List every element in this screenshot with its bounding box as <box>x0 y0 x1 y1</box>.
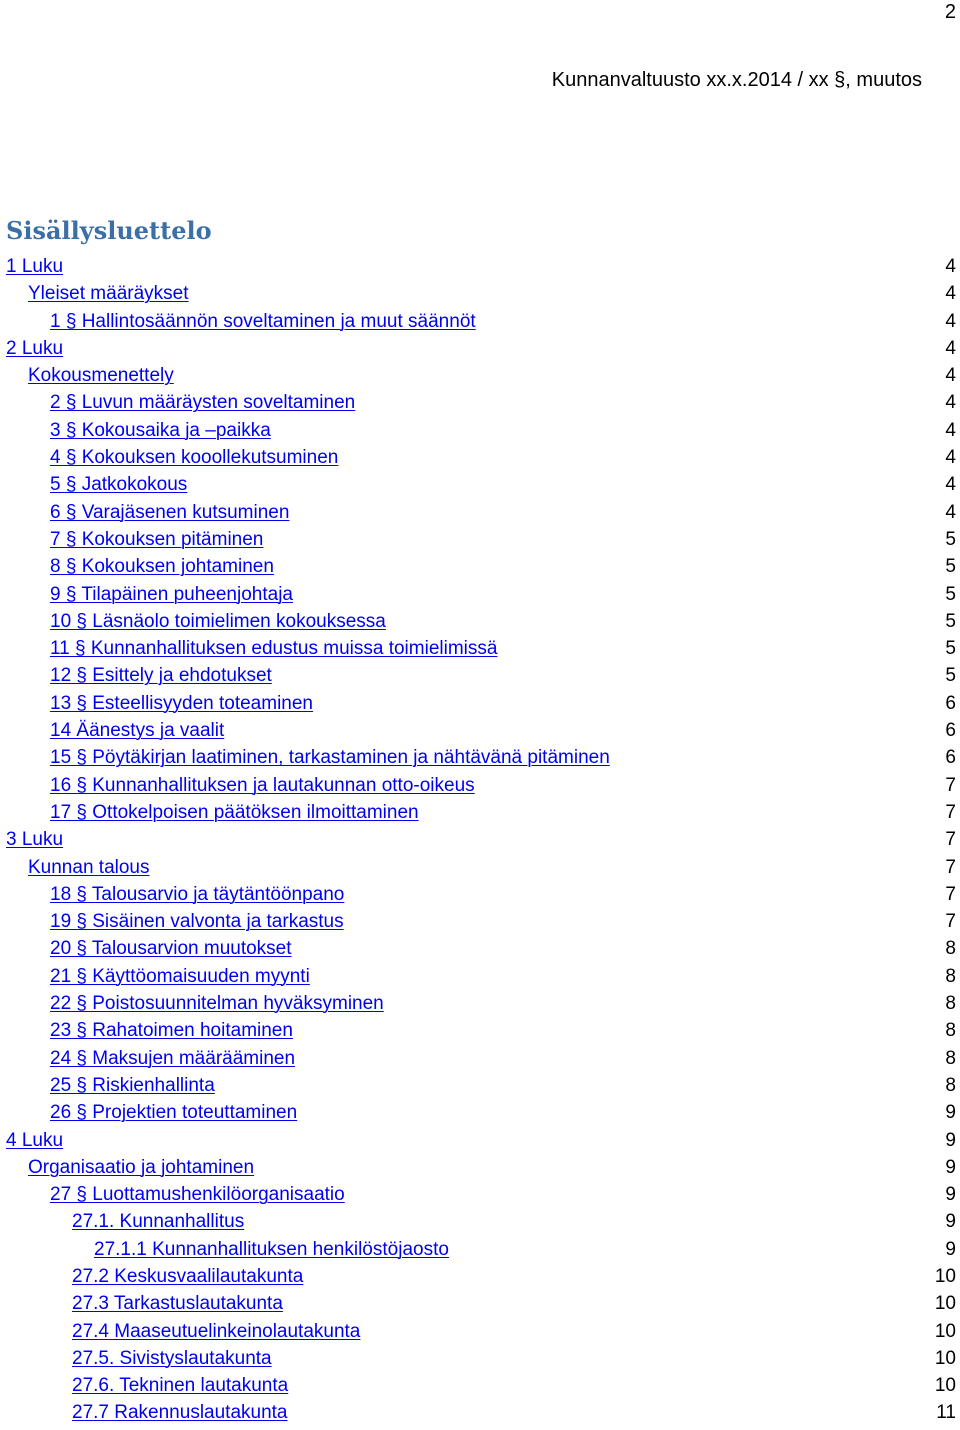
toc-entry-page-number: 4 <box>945 447 956 469</box>
toc-entry-page-number: 4 <box>945 337 956 359</box>
toc-entry[interactable] <box>0 1345 960 1372</box>
toc-entry-link[interactable]: 27.2 Keskusvaalilautakunta <box>72 1265 304 1287</box>
toc-entry[interactable] <box>0 362 960 389</box>
toc-entry[interactable] <box>0 1099 960 1126</box>
toc-entry[interactable] <box>0 935 960 962</box>
toc-entry-page-number: 4 <box>945 419 956 441</box>
toc-entry-link[interactable]: 27.5. Sivistyslautakunta <box>72 1347 272 1369</box>
toc-entry[interactable] <box>0 1017 960 1044</box>
toc-entry-link[interactable]: 1 § Hallintosäännön soveltaminen ja muut säännöt <box>50 310 476 332</box>
toc-entry-link[interactable]: 1 Luku <box>6 256 64 277</box>
toc-entry[interactable] <box>0 744 960 771</box>
toc-entry[interactable] <box>0 1127 960 1154</box>
toc-entry[interactable] <box>0 1154 960 1181</box>
toc-entry-page-number: 7 <box>945 883 956 905</box>
toc-entry-link[interactable]: 25 § Riskienhallinta <box>50 1074 215 1096</box>
toc-entry-link[interactable]: 27 § Luottamushenkilöorganisaatio <box>50 1184 345 1206</box>
toc-entry-page-number: 11 <box>936 1402 956 1424</box>
toc-entry-page-number: 4 <box>945 392 956 414</box>
toc-entry-page-number: 10 <box>934 1293 956 1315</box>
toc-entry-page-number: 10 <box>934 1347 956 1369</box>
toc-entry-page-number: 7 <box>945 829 956 851</box>
toc-entry[interactable] <box>0 635 960 662</box>
toc-entry-link[interactable]: 26 § Projektien toteuttaminen <box>50 1102 298 1124</box>
toc-entry-link[interactable]: 18 § Talousarvio ja täytäntöönpano <box>50 883 345 905</box>
toc-entry-link[interactable]: 27.1.1 Kunnanhallituksen henkilöstöjaosto <box>94 1238 449 1260</box>
toc-entry-link[interactable]: 27.7 Rakennuslautakunta <box>72 1402 288 1424</box>
toc-entry-link[interactable]: 7 § Kokouksen pitäminen <box>50 528 264 550</box>
toc-entry[interactable] <box>0 553 960 580</box>
toc-entry-link[interactable]: 27.4 Maaseutuelinkeinolautakunta <box>72 1320 361 1342</box>
toc-entry-link[interactable]: 3 Luku <box>6 829 64 851</box>
toc-entry[interactable] <box>0 1399 960 1426</box>
toc-entry-link[interactable]: 27.1. Kunnanhallitus <box>72 1211 245 1233</box>
toc-entry[interactable] <box>0 389 960 416</box>
toc-entry-link[interactable]: 14 Äänestys ja vaalit <box>50 720 225 742</box>
toc-entry[interactable] <box>0 280 960 307</box>
toc-entry-page-number: 4 <box>945 501 956 523</box>
toc-entry-link[interactable]: 12 § Esittely ja ehdotukset <box>50 665 272 687</box>
toc-entry[interactable] <box>0 1263 960 1290</box>
toc-entry[interactable] <box>0 1318 960 1345</box>
toc-entry-link[interactable]: 4 § Kokouksen kooollekutsuminen <box>50 447 339 469</box>
toc-entry-page-number: 7 <box>945 774 956 796</box>
toc-entry[interactable] <box>0 253 960 280</box>
toc-entry-link[interactable]: 11 § Kunnanhallituksen edustus muissa toimielimissä <box>50 638 498 660</box>
toc-entry-page-number: 8 <box>945 1047 956 1069</box>
toc-entry-page-number: 7 <box>945 856 956 878</box>
toc-entry[interactable] <box>0 499 960 526</box>
toc-entry-link[interactable]: 2 Luku <box>6 337 64 359</box>
toc-entry[interactable] <box>0 1045 960 1072</box>
toc-entry-page-number: 6 <box>945 747 956 769</box>
toc-entry-page-number: 5 <box>945 665 956 687</box>
toc-entry-page-number: 5 <box>945 556 956 578</box>
toc-entry[interactable] <box>0 1290 960 1317</box>
toc-entry-page-number: 6 <box>945 720 956 742</box>
toc-entry-link[interactable]: 24 § Maksujen määrääminen <box>50 1047 296 1069</box>
toc-entry[interactable] <box>0 581 960 608</box>
toc-entry[interactable] <box>0 1072 960 1099</box>
toc-entry-link[interactable]: 19 § Sisäinen valvonta ja tarkastus <box>50 911 344 933</box>
toc-entry-page-number: 8 <box>945 965 956 987</box>
toc-entry-link[interactable]: 4 Luku <box>6 1129 64 1151</box>
toc-entry-page-number: 10 <box>934 1265 956 1287</box>
toc-entry[interactable] <box>0 990 960 1017</box>
toc-entry-page-number: 8 <box>945 993 956 1015</box>
toc-entry-link[interactable]: 13 § Esteellisyyden toteaminen <box>50 692 313 714</box>
toc-entry-page-number: 6 <box>945 692 956 714</box>
toc-entry-page-number: 7 <box>945 801 956 823</box>
toc-entry-page-number: 10 <box>934 1375 956 1397</box>
toc-entry-page-number: 8 <box>945 1020 956 1042</box>
toc-entry[interactable] <box>0 799 960 826</box>
toc-entry-page-number: 5 <box>945 638 956 660</box>
toc-entry-link[interactable]: 27.6. Tekninen lautakunta <box>72 1375 289 1397</box>
toc-entry[interactable] <box>0 717 960 744</box>
toc-entry-page-number: 4 <box>945 310 956 332</box>
toc-entry[interactable] <box>0 471 960 498</box>
page-number: 2 <box>944 1 956 23</box>
toc-entry-page-number: 9 <box>945 1211 956 1233</box>
toc-entry[interactable] <box>0 772 960 799</box>
toc-entry-page-number: 8 <box>945 1074 956 1096</box>
toc-entry-link[interactable]: 2 § Luvun määräysten soveltaminen <box>50 392 356 414</box>
toc-entry-link[interactable]: 22 § Poistosuunnitelman hyväksyminen <box>50 993 384 1015</box>
toc-entry[interactable] <box>0 1208 960 1235</box>
document-header: Kunnanvaltuusto xx.x.2014 / xx §, muutos <box>551 69 922 91</box>
toc-entry-link[interactable]: 5 § Jatkokokous <box>50 474 188 496</box>
toc-entry-page-number: 5 <box>945 610 956 632</box>
toc-entry-link[interactable]: 16 § Kunnanhallituksen ja lautakunnan otto-oikeus <box>50 774 475 796</box>
toc-entry[interactable] <box>0 690 960 717</box>
table-of-contents <box>0 253 960 1427</box>
toc-entry-page-number: 10 <box>934 1320 956 1342</box>
toc-entry-link[interactable]: Organisaatio ja johtaminen <box>28 1156 255 1178</box>
toc-entry[interactable] <box>0 1372 960 1399</box>
toc-entry[interactable] <box>0 1236 960 1263</box>
toc-entry-page-number: 9 <box>945 1184 956 1206</box>
toc-entry-page-number: 8 <box>945 938 956 960</box>
toc-entry[interactable] <box>0 526 960 553</box>
toc-entry[interactable] <box>0 308 960 335</box>
toc-entry[interactable] <box>0 881 960 908</box>
toc-entry-link[interactable]: 3 § Kokousaika ja –paikka <box>50 419 271 441</box>
toc-entry-page-number: 4 <box>945 256 956 277</box>
toc-entry-link[interactable]: Yleiset määräykset <box>28 283 189 305</box>
toc-entry-link[interactable]: 8 § Kokouksen johtaminen <box>50 556 274 578</box>
toc-entry[interactable] <box>0 854 960 881</box>
toc-entry-page-number: 7 <box>945 911 956 933</box>
toc-entry-link[interactable]: 21 § Käyttöomaisuuden myynti <box>50 965 310 987</box>
toc-entry-link[interactable]: Kokousmenettely <box>28 365 174 387</box>
toc-entry-page-number: 9 <box>945 1238 956 1260</box>
toc-entry-page-number: 5 <box>945 583 956 605</box>
toc-entry-link[interactable]: 23 § Rahatoimen hoitaminen <box>50 1020 293 1042</box>
toc-entry-page-number: 4 <box>945 283 956 305</box>
toc-entry-page-number: 9 <box>945 1102 956 1124</box>
toc-entry-link[interactable]: 20 § Talousarvion muutokset <box>50 938 292 960</box>
toc-entry-link[interactable]: 9 § Tilapäinen puheenjohtaja <box>50 583 293 605</box>
toc-entry[interactable] <box>0 963 960 990</box>
toc-entry[interactable] <box>0 444 960 471</box>
toc-entry-link[interactable]: 10 § Läsnäolo toimielimen kokouksessa <box>50 610 386 632</box>
toc-entry-page-number: 9 <box>945 1156 956 1178</box>
toc-entry-link[interactable]: 17 § Ottokelpoisen päätöksen ilmoittaminen <box>50 801 419 823</box>
toc-entry-page-number: 9 <box>945 1129 956 1151</box>
toc-entry[interactable] <box>0 662 960 689</box>
toc-entry-page-number: 5 <box>945 528 956 550</box>
toc-entry[interactable] <box>0 335 960 362</box>
toc-entry-link[interactable]: 27.3 Tarkastuslautakunta <box>72 1293 283 1315</box>
toc-title: Sisällysluettelo <box>6 216 212 245</box>
toc-entry-link[interactable]: 6 § Varajäsenen kutsuminen <box>50 501 290 523</box>
toc-entry[interactable] <box>0 826 960 853</box>
toc-entry[interactable] <box>0 608 960 635</box>
toc-entry-page-number: 4 <box>945 365 956 387</box>
toc-entry[interactable] <box>0 908 960 935</box>
toc-entry[interactable] <box>0 417 960 444</box>
toc-entry[interactable] <box>0 1181 960 1208</box>
toc-entry-link[interactable]: Kunnan talous <box>28 856 150 878</box>
toc-entry-page-number: 4 <box>945 474 956 496</box>
toc-entry-link[interactable]: 15 § Pöytäkirjan laatiminen, tarkastaminen ja nähtävänä pitäminen <box>50 747 610 769</box>
